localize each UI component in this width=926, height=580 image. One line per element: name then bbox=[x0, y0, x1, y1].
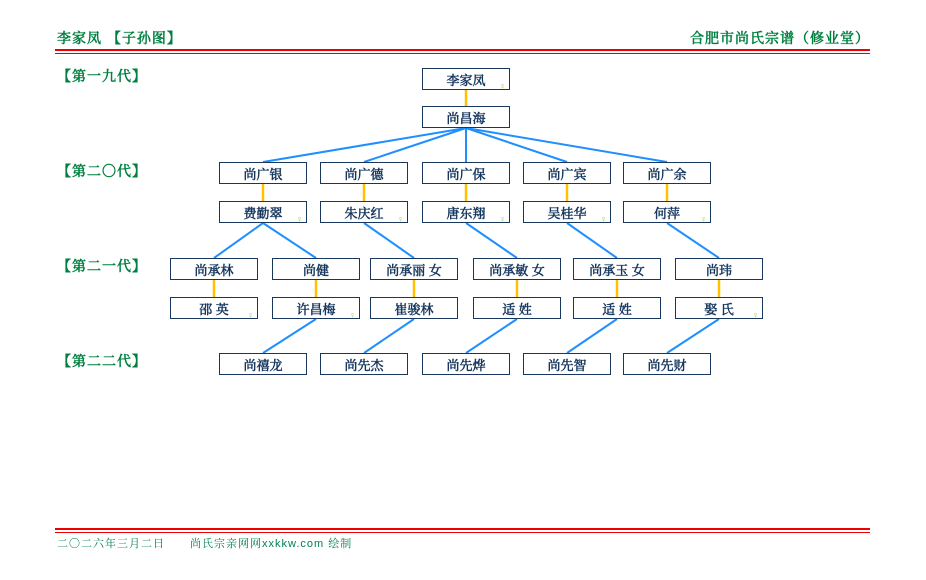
child-edge-line bbox=[567, 319, 617, 353]
tree-node-label: 尚承林 bbox=[194, 262, 234, 278]
child-edge-line bbox=[466, 128, 567, 162]
tree-node-shang-chengmin[interactable] bbox=[473, 258, 561, 280]
tree-node-he-ping[interactable] bbox=[623, 201, 711, 223]
female-marker-icon: ♀ bbox=[397, 214, 404, 224]
tree-node-shang-guangyu[interactable] bbox=[623, 162, 711, 184]
tree-node-shang-chengli[interactable] bbox=[370, 258, 458, 280]
child-edge-line bbox=[364, 319, 414, 353]
tree-node-wu-guihua[interactable] bbox=[523, 201, 611, 223]
female-marker-icon: ♀ bbox=[600, 214, 607, 224]
tree-node-label: 崔骏林 bbox=[394, 301, 434, 317]
tree-node-shao-ying[interactable] bbox=[170, 297, 258, 319]
female-marker-icon: ♀ bbox=[349, 310, 356, 320]
tree-node-qu-shi[interactable] bbox=[675, 297, 763, 319]
child-edge-line bbox=[263, 223, 316, 258]
tree-node-label: 尚健 bbox=[302, 262, 329, 278]
tree-node-label: 尚先智 bbox=[547, 357, 587, 373]
tree-node-fei-qincui[interactable] bbox=[219, 201, 307, 223]
female-marker-icon: ♀ bbox=[499, 81, 506, 91]
tree-node-shang-chengyu[interactable] bbox=[573, 258, 661, 280]
tree-node-shang-xianzhi[interactable] bbox=[523, 353, 611, 375]
bottom-double-rule bbox=[55, 528, 870, 533]
tree-node-label: 吴桂华 bbox=[547, 205, 587, 221]
tree-node-zhu-qinghong[interactable] bbox=[320, 201, 408, 223]
tree-node-label: 尚玮 bbox=[705, 262, 732, 278]
tree-node-label: 朱庆红 bbox=[344, 205, 384, 221]
tree-node-shang-jian[interactable] bbox=[272, 258, 360, 280]
tree-node-label: 费勤翠 bbox=[243, 205, 283, 221]
tree-node-shang-chenglin[interactable] bbox=[170, 258, 258, 280]
footer-date: 二〇二六年三月二日 bbox=[57, 538, 165, 550]
female-marker-icon: ♀ bbox=[499, 214, 506, 224]
tree-node-shi-xing-1[interactable] bbox=[473, 297, 561, 319]
footer-credit: 尚氏宗亲网网xxkkw.com 绘制 bbox=[190, 538, 353, 550]
page-title: 李家凤 【子孙图】 bbox=[57, 30, 182, 46]
tree-node-label: 尚禧龙 bbox=[243, 357, 283, 373]
tree-node-shang-changhai[interactable] bbox=[422, 106, 510, 128]
female-marker-icon: ♀ bbox=[247, 310, 254, 320]
child-edge-line bbox=[364, 223, 414, 258]
tree-node-label: 尚广德 bbox=[344, 166, 384, 182]
child-edge-line bbox=[667, 319, 719, 353]
tree-node-tang-dongxiang[interactable] bbox=[422, 201, 510, 223]
tree-node-shang-wei[interactable] bbox=[675, 258, 763, 280]
tree-node-li-jiafeng[interactable] bbox=[422, 68, 510, 90]
female-marker-icon: ♀ bbox=[700, 214, 707, 224]
tree-node-label: 尚广宾 bbox=[547, 166, 587, 182]
tree-node-shang-guangyin[interactable] bbox=[219, 162, 307, 184]
tree-node-label: 尚先烨 bbox=[446, 357, 486, 373]
tree-node-label: 尚昌海 bbox=[446, 110, 486, 126]
tree-node-label: 尚承丽 女 bbox=[386, 262, 442, 278]
genealogy-book-title: 合肥市尚氏宗谱（修业堂） bbox=[690, 30, 870, 46]
generation-label-1: 【第一九代】 bbox=[57, 68, 147, 84]
tree-node-label: 尚广保 bbox=[446, 166, 486, 182]
female-marker-icon: ♀ bbox=[752, 310, 759, 320]
tree-node-shang-guangbao[interactable] bbox=[422, 162, 510, 184]
tree-node-label: 尚先杰 bbox=[344, 357, 384, 373]
child-edge-line bbox=[263, 128, 466, 162]
child-edge-line bbox=[466, 128, 667, 162]
tree-node-label: 李家凤 bbox=[446, 72, 486, 88]
child-edge-line bbox=[466, 319, 517, 353]
tree-node-shang-xianye[interactable] bbox=[422, 353, 510, 375]
tree-node-label: 尚先财 bbox=[647, 357, 687, 373]
tree-node-label: 何萍 bbox=[653, 205, 680, 221]
tree-node-label: 邵 英 bbox=[199, 301, 229, 317]
tree-node-label: 适 姓 bbox=[602, 301, 632, 317]
generation-label-3: 【第二一代】 bbox=[57, 258, 147, 274]
tree-node-xu-changmei[interactable] bbox=[272, 297, 360, 319]
tree-node-shi-xing-2[interactable] bbox=[573, 297, 661, 319]
tree-node-label: 娶 氏 bbox=[704, 301, 734, 317]
tree-node-label: 唐东翔 bbox=[446, 205, 486, 221]
tree-node-label: 尚广银 bbox=[243, 166, 283, 182]
generation-label-4: 【第二二代】 bbox=[57, 353, 147, 369]
tree-node-label: 尚承玉 女 bbox=[589, 262, 645, 278]
tree-node-label: 许昌梅 bbox=[296, 301, 336, 317]
child-edge-line bbox=[263, 319, 316, 353]
tree-node-shang-xianjie[interactable] bbox=[320, 353, 408, 375]
child-edge-line bbox=[567, 223, 617, 258]
tree-node-label: 适 姓 bbox=[502, 301, 532, 317]
child-edge-line bbox=[364, 128, 466, 162]
tree-node-label: 尚承敏 女 bbox=[489, 262, 545, 278]
tree-node-shang-xilong[interactable] bbox=[219, 353, 307, 375]
child-edge-line bbox=[214, 223, 263, 258]
female-marker-icon: ♀ bbox=[296, 214, 303, 224]
tree-node-shang-xiancai[interactable] bbox=[623, 353, 711, 375]
tree-node-shang-guangbin[interactable] bbox=[523, 162, 611, 184]
child-edge-line bbox=[667, 223, 719, 258]
tree-node-label: 尚广余 bbox=[647, 166, 687, 182]
tree-node-shang-guangde[interactable] bbox=[320, 162, 408, 184]
tree-node-cui-junlin[interactable] bbox=[370, 297, 458, 319]
generation-label-2: 【第二〇代】 bbox=[57, 163, 147, 179]
child-edge-line bbox=[466, 223, 517, 258]
